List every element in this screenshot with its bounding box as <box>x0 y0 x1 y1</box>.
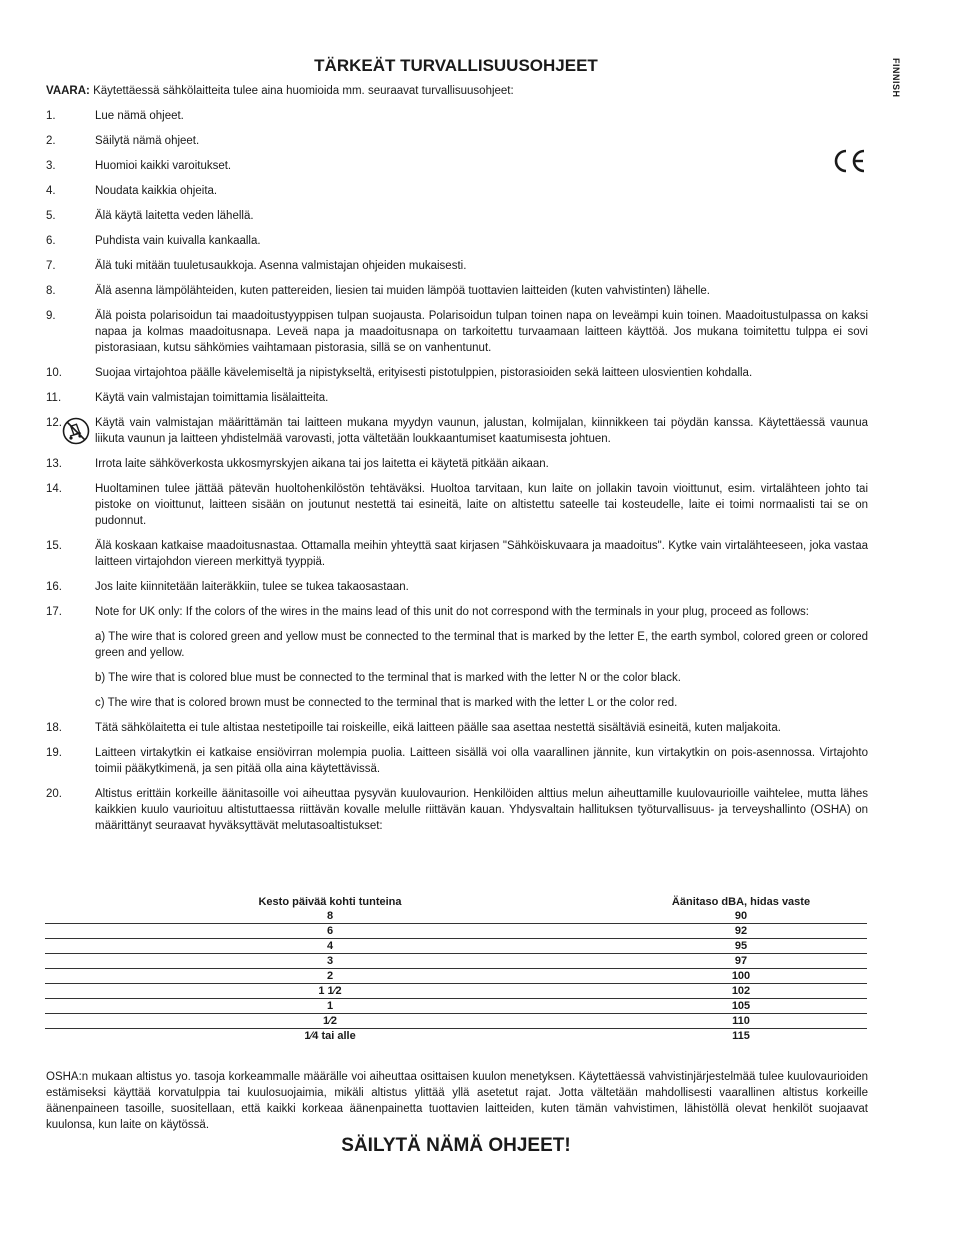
table-row <box>45 909 867 924</box>
cart-tip-warning-icon <box>62 417 90 445</box>
item-number: 18. <box>46 722 62 734</box>
item-number: 10. <box>46 367 62 379</box>
item-text: Lue nämä ohjeet. <box>95 110 184 122</box>
item-number: 15. <box>46 540 62 552</box>
table-row <box>45 924 867 939</box>
cell-duration: 1⁄4 tai alle <box>304 1030 356 1042</box>
table-header-row <box>45 894 867 909</box>
list-item <box>46 745 868 777</box>
item-number: 8. <box>46 285 56 297</box>
item-number: 20. <box>46 788 62 800</box>
table-row <box>45 969 867 984</box>
cell-sound-level: 102 <box>615 984 867 999</box>
item-text: Irrota laite sähköverkosta ukkosmyrskyjen aikana tai jos laitetta ei käytetä pitkään aikaan. <box>95 458 549 470</box>
table-row <box>45 1029 867 1044</box>
cell-sound-level: 105 <box>615 999 867 1014</box>
item-text: Säilytä nämä ohjeet. <box>95 135 200 147</box>
table-row <box>45 999 867 1014</box>
table-row <box>45 984 867 999</box>
table-row <box>45 1014 867 1029</box>
closing-heading: SÄILYTÄ NÄMÄ OHJEET! <box>341 1135 571 1156</box>
list-item <box>46 786 868 834</box>
cell-sound-level: 110 <box>615 1014 867 1029</box>
sub-paragraph: c) The wire that is colored brown must be connected to the terminal that is marked with the letter L or the color red. <box>95 697 678 709</box>
cell-duration: 3 <box>45 954 615 969</box>
item-text: Älä koskaan katkaise maadoitusnastaa. Ottamalla meihin yhteyttä saat kirjasen "Sähköiskuvaara ja maadoitus". Kytke vain virtalähteeseen, joka vastaa laitteen virtajohdon viereen merkittyä tyyppiä. <box>95 540 868 568</box>
list-item <box>46 579 868 595</box>
item-text: Huomioi kaikki varoitukset. <box>95 160 232 172</box>
cell-sound-level: 95 <box>615 939 867 954</box>
item-text: Puhdista vain kuivalla kankaalla. <box>95 235 261 247</box>
item-number: 14. <box>46 483 62 495</box>
list-item <box>46 365 868 381</box>
cell-duration: 8 <box>45 909 615 924</box>
item-text: Altistus erittäin korkeille äänitasoille voi aiheuttaa pysyvän kuulovaurion. Henkilöiden alttius melun aiheuttamille kuulovaurioille vaihtelee, mutta lähes kaikkien kuulo vaurioituu altistuttaessa riittävän kovalle melulle riittävän kauan. Yhdysvaltain hallituksen työturvallisuus- ja terveyshallinto (OSHA) on määrittänyt seuraavat hyväksyttävät melutasoaltistukset: <box>95 788 868 832</box>
list-item <box>46 108 868 124</box>
safety-instructions-list <box>46 108 868 843</box>
item-number: 11. <box>46 392 62 404</box>
list-item <box>46 481 868 529</box>
sub-paragraph: b) The wire that is colored blue must be connected to the terminal that is marked with the letter N or the color black. <box>95 672 681 684</box>
cell-sound-level: 100 <box>615 969 867 984</box>
language-tag: FINNISH <box>891 58 901 98</box>
list-item <box>46 258 868 274</box>
list-item <box>46 133 868 149</box>
cell-duration: 6 <box>45 924 615 939</box>
list-item <box>46 538 868 570</box>
cell-sound-level: 90 <box>615 909 867 924</box>
list-item <box>46 183 868 199</box>
item-text: Note for UK only: If the colors of the wires in the mains lead of this unit do not correspond with the terminals in your plug, proceed as follows: <box>95 606 809 618</box>
item-number: 1. <box>46 110 56 122</box>
warning-label: VAARA: <box>46 85 90 97</box>
item-number: 9. <box>46 310 56 322</box>
item-text: Älä tuki mitään tuuletusaukkoja. Asenna valmistajan ohjeiden mukaisesti. <box>95 260 467 272</box>
list-item <box>46 308 868 356</box>
cell-duration: 4 <box>45 939 615 954</box>
list-item <box>46 158 868 174</box>
list-item <box>46 604 868 711</box>
cell-duration: 1 1⁄2 <box>45 984 615 999</box>
warning-text: Käytettäessä sähkölaitteita tulee aina huomioida mm. seuraavat turvallisuusohjeet: <box>89 85 514 97</box>
page-title: TÄRKEÄT TURVALLISUUSOHJEET <box>314 56 598 75</box>
item-text: Älä käytä laitetta veden lähellä. <box>95 210 254 222</box>
list-item <box>46 390 868 406</box>
item-number: 2. <box>46 135 56 147</box>
item-number: 3. <box>46 160 56 172</box>
item-number: 7. <box>46 260 56 272</box>
header-duration: Kesto päivää kohti tunteina <box>258 895 402 908</box>
cell-sound-level: 92 <box>615 924 867 939</box>
list-item <box>46 720 868 736</box>
osha-footnote: OSHA:n mukaan altistus yo. tasoja korkeammalle määrälle voi aiheuttaa osittaisen kuulon menetyksen. Käytettäessä vahvistinjärjestelmää tulee kuulovaurioiden estämiseksi käyttää korvatulppia tai kuulosuojaimia, mikäli altistus ylittää yllä asetetut rajat. Jotta vältetään mahdollisesti vaarallinen altistus korkeille äänenpaineen tasoille, suositellaan, että kaikki korkeaa äänenpainetta tuottavien laitteiden, kuten tämän vahvistimen, lähistöllä olevat henkilöt suojaavat kuulonsa, kun laite on käytössä. <box>46 1071 868 1131</box>
item-number: 12. <box>46 417 62 429</box>
cell-sound-level: 97 <box>615 954 867 969</box>
item-text: Tätä sähkölaitetta ei tule altistaa nestetipoille tai roiskeille, eikä laitteen päälle saa asettaa nestettä sisältäviä esineitä, kuten maljakoita. <box>95 722 781 734</box>
item-text: Suojaa virtajohtoa päälle kävelemiseltä ja nipistykseltä, erityisesti pistotulppien, pistorasioiden sekä laitteen ulosvientien kohdalla. <box>95 367 753 379</box>
list-item <box>46 415 868 447</box>
item-number: 13. <box>46 458 62 470</box>
cell-duration: 2 <box>45 969 615 984</box>
list-item <box>46 283 868 299</box>
cell-duration: 1⁄2 <box>45 1014 615 1029</box>
table-row <box>45 954 867 969</box>
item-number: 4. <box>46 185 56 197</box>
item-number: 6. <box>46 235 56 247</box>
cell-duration: 1 <box>45 999 615 1014</box>
item-number: 16. <box>46 581 62 593</box>
item-text: Käytä vain valmistajan määrittämän tai laitteen mukana myydyn vaunun, jalustan, kolmijalan, kiinnikkeen tai pöydän kanssa. Käytettäessä vaunua liikuta vaunun ja laitteen yhdistelmää varovasti, jotta vältetään loukkaantumiset kaatumisesta johtuen. <box>95 417 868 445</box>
list-item <box>46 233 868 249</box>
item-text: Älä poista polarisoidun tai maadoitustyyppisen tulpan suojausta. Polarisoidun tulpan toinen napa on leveämpi kuin toinen. Maadoitustulpassa on kaksi napaa ja kolmas maadoitusnapa. Leveä napa ja maadoitusnapa on tarkoitettu turvaamaan laitteen käyttöä. Jos mukana toimitettu tulppa ei sovi pistorasiaan, kutsu sähkömies vaihtamaan pistorasia, sillä se on vanhentunut. <box>95 310 868 354</box>
table-row <box>45 939 867 954</box>
sub-paragraph: a) The wire that is colored green and yellow must be connected to the terminal that is marked by the letter E, the earth symbol, colored green or colored green and yellow. <box>95 631 868 659</box>
item-number: 19. <box>46 747 62 759</box>
noise-exposure-table <box>45 894 867 1043</box>
item-number: 5. <box>46 210 56 222</box>
intro-warning <box>46 85 514 97</box>
item-text: Käytä vain valmistajan toimittamia lisälaitteita. <box>95 392 329 404</box>
item-text: Jos laite kiinnitetään laiteräkkiin, tulee se tukea takaosastaan. <box>95 581 409 593</box>
cell-sound-level: 115 <box>732 1030 750 1042</box>
item-text: Huoltaminen tulee jättää pätevän huoltohenkilöstön tehtäväksi. Huoltoa tarvitaan, kun laite on jollakin tavoin vioittunut, esim. virtalähteen johto tai pistoke on vioittunut, laitteen sisään on joutunut nestettä tai esineitä, laite on altistettu sateelle tai kosteudelle, laite ei toimi normaalisti tai se on pudonnut. <box>95 483 868 527</box>
item-text: Noudata kaikkia ohjeita. <box>95 185 218 197</box>
list-item <box>46 208 868 224</box>
item-text: Laitteen virtakytkin ei katkaise ensiövirran molempia puolia. Laitteen sisällä voi olla vaarallinen jännite, kun virtakytkin on pois-asennossa. Virtajohto toimii pääkytkimenä, ja sen pitää olla aina käytettävissä. <box>95 747 868 775</box>
header-sound-level: Äänitaso dBA, hidas vaste <box>671 895 811 908</box>
list-item <box>46 456 868 472</box>
item-text: Älä asenna lämpölähteiden, kuten pattereiden, liesien tai muiden lämpöä tuottavien laitteiden (kuten vahvistinten) lähelle. <box>95 285 711 297</box>
item-number: 17. <box>46 606 62 618</box>
